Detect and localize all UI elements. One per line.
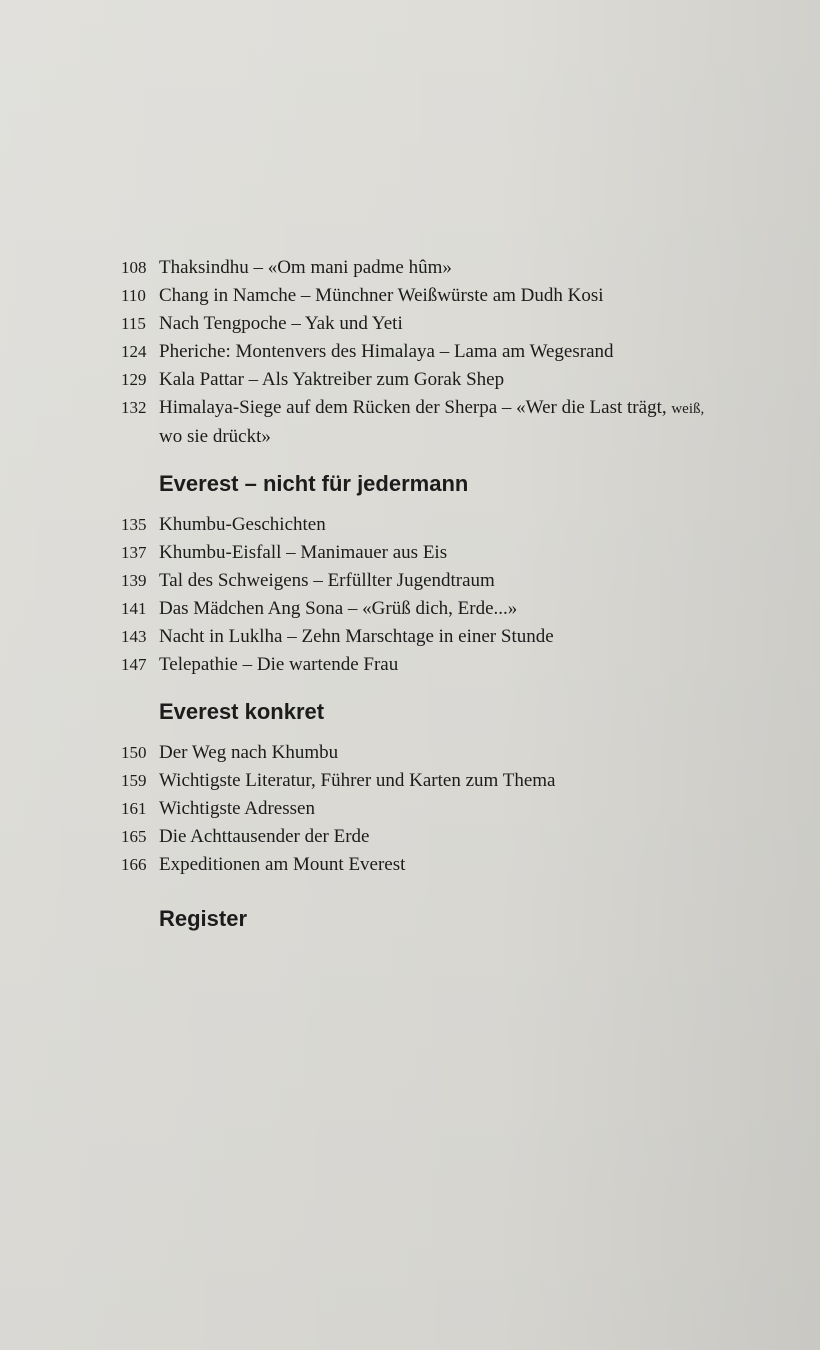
toc-entry (121, 394, 811, 451)
entry-title-line1: Himalaya-Siege auf dem Rücken der Sherpa – «Wer die Last trägt, (159, 397, 667, 418)
page-number: 139 (121, 571, 147, 590)
entry-title: Chang in Namche – Münchner Weißwürste am Dudh Kosi (159, 285, 604, 306)
entry-title-small: weiß, (671, 401, 705, 417)
toc-entry (121, 310, 811, 338)
page-number: 137 (121, 543, 147, 562)
page-number: 143 (121, 627, 147, 646)
page-number: 115 (121, 314, 146, 333)
entry-title: Tal des Schweigens – Erfüllter Jugendtraum (159, 570, 495, 591)
entry-title: Telepathie – Die wartende Frau (159, 654, 399, 675)
entry-title: Nach Tengpoche – Yak und Yeti (159, 313, 403, 334)
toc-entry (121, 254, 811, 282)
table-of-contents (121, 254, 811, 934)
toc-entry (121, 851, 811, 879)
entry-title: Nacht in Luklha – Zehn Marschtage in einer Stunde (159, 626, 554, 647)
toc-entry (121, 282, 811, 310)
toc-entry (121, 595, 811, 623)
entry-title: Die Achttausender der Erde (159, 826, 370, 847)
toc-entry (121, 651, 811, 679)
entry-title-line2: wo sie drückt» (159, 426, 271, 447)
toc-entry (121, 511, 811, 539)
toc-entry (121, 338, 811, 366)
section-heading: Everest konkret (159, 699, 325, 724)
page-number: 147 (121, 655, 147, 674)
page-number: 150 (121, 743, 147, 762)
entry-title: Khumbu-Geschichten (159, 514, 326, 535)
entry-title: Khumbu-Eisfall – Manimauer aus Eis (159, 542, 448, 563)
entry-title: Expeditionen am Mount Everest (159, 854, 406, 875)
page-number: 159 (121, 771, 147, 790)
page-number: 141 (121, 599, 147, 618)
page-number: 124 (121, 342, 147, 361)
toc-entry (121, 623, 811, 651)
entry-title: Kala Pattar – Als Yaktreiber zum Gorak Shep (159, 369, 505, 390)
toc-entry (121, 567, 811, 595)
page-number: 161 (121, 799, 147, 818)
toc-entry (121, 795, 811, 823)
page-number: 166 (121, 855, 147, 874)
entry-title (159, 394, 811, 451)
page-number: 165 (121, 827, 147, 846)
page-number: 129 (121, 370, 147, 389)
entry-title: Der Weg nach Khumbu (159, 742, 339, 763)
entry-title: Pheriche: Montenvers des Himalaya – Lama am Wegesrand (159, 341, 614, 362)
entry-title: Wichtigste Adressen (159, 798, 315, 819)
toc-entry (121, 823, 811, 851)
page-number: 108 (121, 258, 147, 277)
toc-entry (121, 767, 811, 795)
toc-entry (121, 739, 811, 767)
toc-entry (121, 366, 811, 394)
entry-title: Wichtigste Literatur, Führer und Karten zum Thema (159, 770, 556, 791)
toc-entry (121, 539, 811, 567)
entry-title: Das Mädchen Ang Sona – «Grüß dich, Erde...» (159, 598, 518, 619)
entry-title: Thaksindhu – «Om mani padme hûm» (159, 257, 452, 278)
page-number: 110 (121, 286, 146, 305)
show-through-heading (660, 70, 820, 101)
section-heading: Everest – nicht für jedermann (159, 471, 469, 496)
page-number: 135 (121, 515, 147, 534)
section-heading: Register (159, 906, 248, 931)
page-number: 132 (121, 398, 147, 417)
